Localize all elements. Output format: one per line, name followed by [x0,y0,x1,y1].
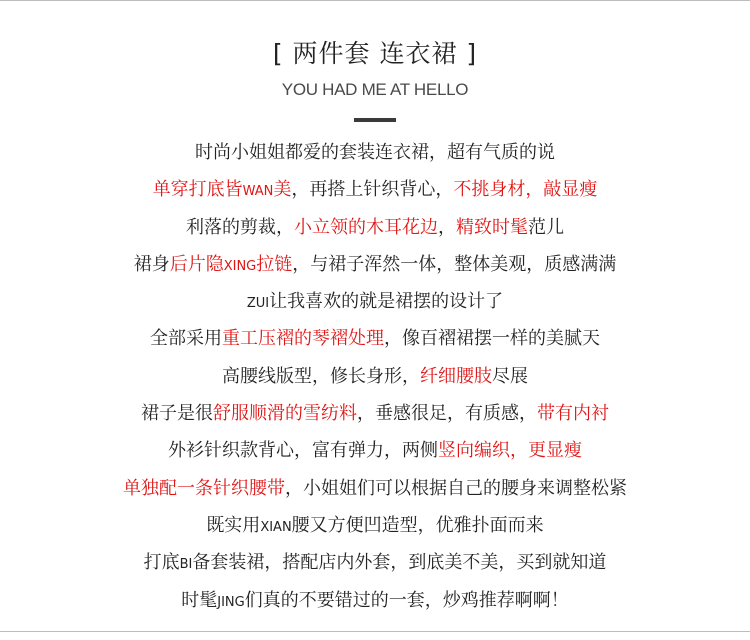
highlight-text: 拉链 [256,253,293,275]
description-line [0,470,750,507]
body-text: 备套装裙，搭配店内外套，到底美不美，买到就知道 [192,552,607,574]
body-text: 外衫针织款背心，富有弹力，两侧 [168,440,438,462]
description-line [0,582,750,619]
body-text: 范儿 [528,216,564,238]
highlight-text: 带有内衬 [537,403,609,425]
body-text: ，再搭上针织背心， [291,179,454,201]
body-text: ， [438,216,456,238]
body-text: 裙子是很 [141,403,213,425]
highlight-text: 舒服顺滑的雪纺料 [213,403,357,425]
body-text: 让我喜欢的就是裙摆的设计了 [269,291,504,313]
description-line [0,358,750,395]
body-text: ，像百褶裙摆一样的美腻天 [384,328,600,350]
body-text: ZUI [246,296,270,312]
highlight-text: 不挑身材，敲显瘦 [453,179,598,201]
highlight-text: 单穿打底皆 [152,179,243,201]
description-line [0,395,750,432]
body-text: 时尚小姐姐都爱的套装连衣裙，超有气质的说 [195,142,555,163]
body-text: 全部采用 [150,328,222,350]
body-text: BI [179,557,193,573]
body-text: 利落的剪裁， [186,216,294,238]
description-text [0,134,750,619]
bottom-divider [0,631,750,632]
description-line [0,209,750,246]
highlight-text: 单独配一条针织腰带 [123,477,285,499]
description-line [0,134,750,171]
highlight-text: XING [223,258,257,274]
description-line [0,246,750,283]
description-line [0,544,750,581]
body-text: 时髦 [181,589,218,611]
description-line [0,432,750,469]
highlight-text: 后片隐 [169,253,224,275]
page-title: [ 两件套 连衣裙 ] [272,39,478,68]
highlight-text: 精致时髦 [456,216,528,238]
body-text: 高腰线版型，修长身形， [222,365,420,387]
body-text: 既实用 [206,514,261,536]
body-text: XIAN [260,519,292,535]
highlight-text: 重工压褶的琴褶处理 [222,328,384,350]
description-line [0,171,750,208]
page-subtitle: YOU HAD ME AT HELLO [281,80,469,99]
highlight-text: 小立领的木耳花边 [294,216,438,238]
top-divider [0,0,750,1]
highlight-text: 纤细腰肢 [420,365,492,387]
accent-bar [354,118,396,122]
description-line [0,283,750,320]
body-text: JING [217,594,245,610]
body-text: 裙身 [133,253,170,275]
body-text: 打底 [143,552,180,574]
highlight-text: 美 [273,179,292,201]
body-text: 腰又方便凹造型，优雅扑面而来 [291,514,544,536]
highlight-text: WAN [242,184,274,200]
description-line [0,507,750,544]
highlight-text: 竖向编织，更显瘦 [438,440,582,462]
body-text: ，垂感很足，有质感， [357,403,537,425]
body-text: ，与裙子浑然一体，整体美观，质感满满 [292,253,617,275]
body-text: ，小姐姐们可以根据自己的腰身来调整松紧 [285,477,627,499]
body-text: 尽展 [492,365,528,387]
description-line [0,320,750,357]
body-text: 们真的不要错过的一套，炒鸡推荐啊啊！ [244,589,569,611]
